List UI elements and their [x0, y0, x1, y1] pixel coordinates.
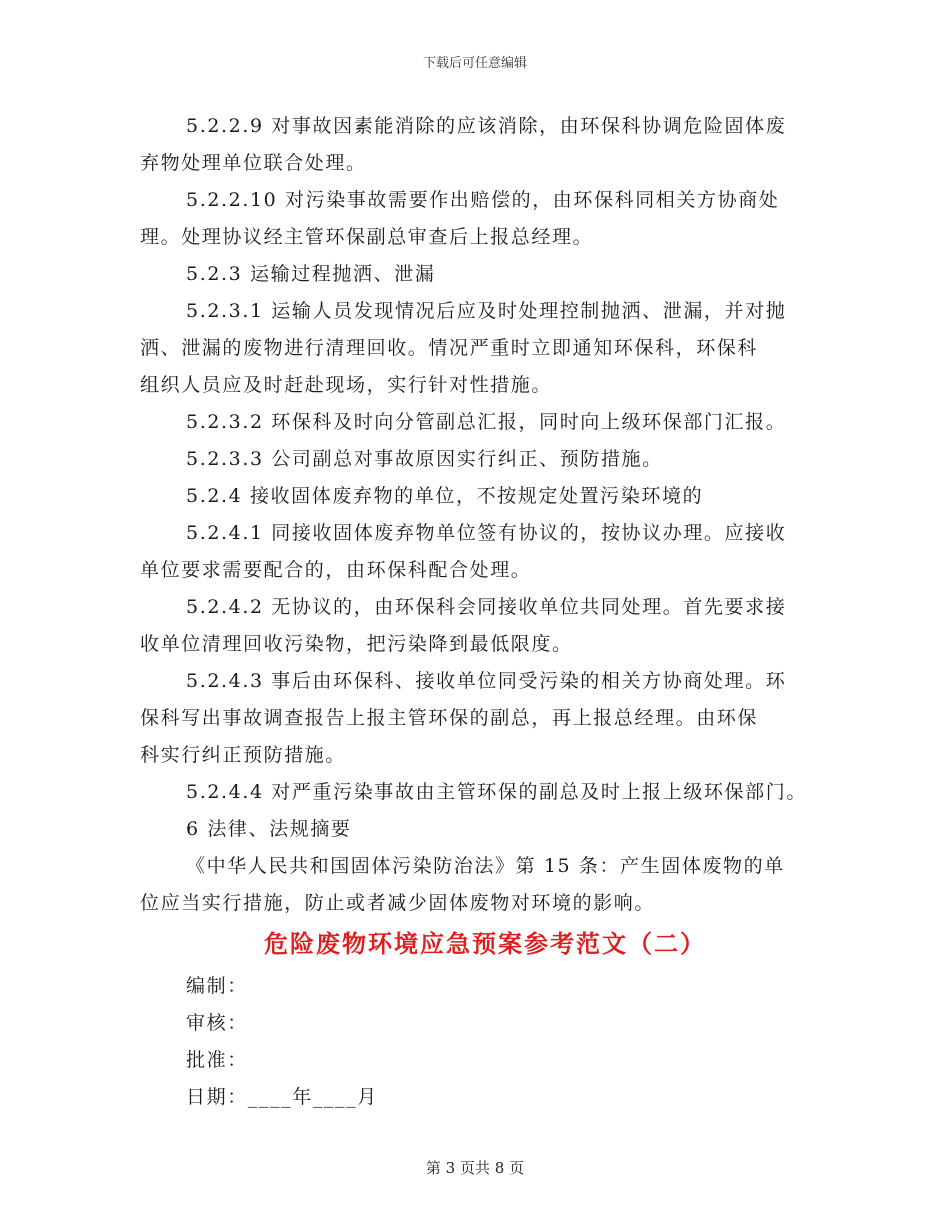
paragraph-line: 位应当实行措施，防止或者减少固体废物对环境的影响。 — [140, 892, 656, 914]
document-body — [140, 108, 830, 1116]
paragraph-line: 5.2.3 运输过程抛洒、泄漏 — [186, 263, 436, 285]
paragraph-5-2-2-10 — [140, 182, 830, 256]
paragraph-line: 科实行纠正预防措施。 — [140, 744, 347, 766]
paragraph-line: 5.2.3.1 运输人员发现情况后应及时处理控制抛洒、泄漏，并对抛 — [186, 300, 787, 322]
section-2-title: 危险废物环境应急预案参考范文（二） — [264, 929, 706, 958]
paragraph-5-2-3-1 — [140, 293, 830, 404]
law-excerpt — [140, 848, 830, 922]
paragraph-line: 5.2.2.10 对污染事故需要作出赔偿的，由环保科同相关方协商处 — [186, 189, 780, 211]
paragraph-line: 理。处理协议经主管环保副总审查后上报总经理。 — [140, 226, 594, 248]
paragraph-line: 5.2.3.2 环保科及时向分管副总汇报，同时向上级环保部门汇报。 — [186, 411, 787, 433]
paragraph-5-2-4-1 — [140, 515, 830, 589]
approver-field: 批准： — [186, 1049, 248, 1071]
paragraph-line: 组织人员应及时赶赴现场，实行针对性措施。 — [140, 374, 553, 396]
date-field: 日期：____年____月 — [186, 1086, 378, 1108]
paragraph-5-2-3-3 — [140, 441, 830, 478]
paragraph-line: 5.2.4.2 无协议的，由环保科会同接收单位共同处理。首先要求接 — [186, 596, 787, 618]
paragraph-line: 《中华人民共和国固体污染防治法》第 15 条：产生固体废物的单 — [186, 855, 785, 877]
paragraph-line: 5.2.4.4 对严重污染事故由主管环保的副总及时上报上级环保部门。 — [186, 781, 807, 803]
reviewer-field: 审核： — [186, 1012, 248, 1034]
paragraph-5-2-4-3 — [140, 663, 830, 774]
page-footer: 第 3 页共 8 页 — [425, 1159, 525, 1177]
paragraph-line: 单位要求需要配合的，由环保科配合处理。 — [140, 559, 532, 581]
paragraph-5-2-4 — [140, 478, 830, 515]
paragraph-line: 5.2.2.9 对事故因素能消除的应该消除，由环保科协调危险固体废 — [186, 115, 787, 137]
paragraph-line: 收单位清理回收污染物，把污染降到最低限度。 — [140, 633, 573, 655]
paragraph-line: 保科写出事故调查报告上报主管环保的副总，再上报总经理。由环保 — [140, 707, 759, 729]
paragraph-line: 5.2.3.3 公司副总对事故原因实行纠正、预防措施。 — [186, 448, 663, 470]
paragraph-line: 洒、泄漏的废物进行清理回收。情况严重时立即通知环保科，环保科 — [140, 337, 759, 359]
paragraph-5-2-2-9 — [140, 108, 830, 182]
section-6-heading — [140, 811, 830, 848]
paragraph-5-2-3-2 — [140, 404, 830, 441]
page-header: 下载后可任意编辑 — [422, 56, 527, 71]
paragraph-line: 弃物处理单位联合处理。 — [140, 152, 367, 174]
paragraph-5-2-4-2 — [140, 589, 830, 663]
paragraph-line: 5.2.4.1 同接收固体废弃物单位签有协议的，按协议办理。应接收 — [186, 522, 787, 544]
paragraph-line: 5.2.4 接收固体废弃物的单位，不按规定处置污染环境的 — [186, 485, 704, 507]
paragraph-line: 6 法律、法规摘要 — [186, 818, 352, 840]
compiler-field: 编制： — [186, 975, 248, 997]
paragraph-line: 5.2.4.3 事后由环保科、接收单位同受污染的相关方协商处理。环 — [186, 670, 787, 692]
paragraph-5-2-4-4 — [140, 774, 830, 811]
paragraph-5-2-3 — [140, 256, 830, 293]
